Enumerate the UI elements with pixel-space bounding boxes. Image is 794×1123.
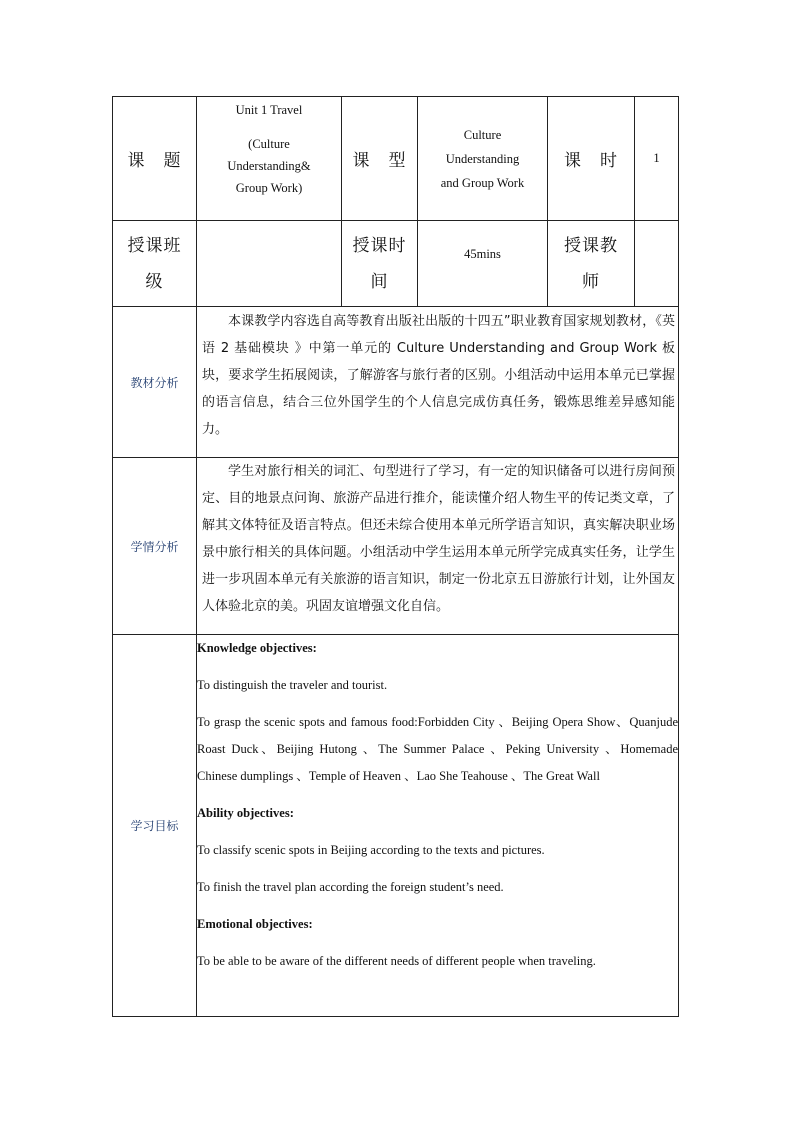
class-hours-label: 课 时: [548, 97, 635, 221]
emotional-item-1: To be able to be aware of the different needs of different people when traveling.: [197, 954, 596, 968]
unit-title: Unit 1 Travel: [235, 103, 303, 117]
knowledge-item-1: To distinguish the traveler and tourist.: [197, 678, 388, 692]
unit-subtitle-line-2: Understanding&: [227, 159, 311, 173]
teacher-label-line-2: 师: [582, 271, 600, 292]
emotional-heading: Emotional objectives:: [197, 917, 313, 931]
objectives-cell: [197, 635, 679, 1017]
lesson-plan-table: [112, 96, 679, 1017]
class-info-row: [113, 221, 679, 307]
course-type-cell: [418, 97, 548, 221]
teacher-label-line-1: 授课教: [564, 235, 618, 256]
time-label-line-2: 间: [370, 271, 389, 292]
learner-analysis-cell: [197, 458, 679, 635]
class-label-line-1: 授课班: [127, 235, 182, 256]
course-type-line-3: and Group Work: [440, 175, 525, 190]
teacher-label: [548, 221, 635, 307]
class-label: [113, 221, 197, 307]
knowledge-heading: Knowledge objectives:: [197, 641, 317, 655]
objectives-label: 学习目标: [113, 635, 197, 1017]
textbook-analysis-cell: [197, 307, 679, 458]
course-title-label: 课 题: [113, 97, 197, 221]
unit-subtitle-line-3: Group Work): [235, 181, 303, 195]
unit-subtitle-line-1: (Culture: [248, 137, 290, 151]
objectives-row: [113, 635, 679, 1017]
time-label: [342, 221, 418, 307]
learner-analysis-label: 学情分析: [113, 458, 197, 635]
time-label-line-1: 授课时: [352, 235, 407, 256]
ability-item-2: To finish the travel plan according the foreign student’s need.: [197, 880, 504, 894]
course-type-line-1: Culture: [463, 127, 502, 142]
course-type-label: 课 型: [342, 97, 418, 221]
class-label-line-2: 级: [145, 271, 164, 292]
textbook-analysis-row: [113, 307, 679, 458]
header-row: [113, 97, 679, 221]
time-value: 45mins: [418, 221, 548, 307]
ability-heading: Ability objectives:: [197, 806, 294, 820]
textbook-analysis-text: 本课教学内容选自高等教育出版社出版的十四五”职业教育国家规划教材，《英语 2 基础模块 》中第一单元的 Culture Understanding and Group Work 板块，要求学生拓展阅读，了解游客与旅行者的区别。小组活动中运用本单元已掌握的语言信息，结合三位外国学生的个人信息完成仿真任务，锻炼思维差异感知能力。: [202, 314, 675, 437]
learner-analysis-row: [113, 458, 679, 635]
class-hours-value: 1: [635, 97, 679, 221]
textbook-analysis-label: 教材分析: [113, 307, 197, 458]
class-value: [197, 221, 342, 307]
knowledge-item-2: To grasp the scenic spots and famous food:Forbidden City 、Beijing Opera Show、Quanjude Roast Duck、Beijing Hutong 、The Summer Palace 、Peking University 、Homemade Chinese dumplings 、Temple of Heaven 、Lao She Teahouse 、The Great Wall: [197, 715, 678, 783]
teacher-value: [635, 221, 679, 307]
learner-analysis-text: 学生对旅行相关的词汇、句型进行了学习，有一定的知识储备可以进行房间预定、目的地景点问询、旅游产品进行推介，能读懂介绍人物生平的传记类文章，了解其文体特征及语言特点。但还未综合使用本单元所学语言知识，真实解决职业场景中旅行相关的具体问题。小组活动中学生运用本单元所学完成真实任务，让学生进一步巩固本单元有关旅游的语言知识，制定一份北京五日游旅行计划，让外国友人体验北京的美。巩固友谊增强文化自信。: [202, 464, 675, 614]
ability-item-1: To classify scenic spots in Beijing according to the texts and pictures.: [197, 843, 545, 857]
course-type-line-2: Understanding: [445, 151, 520, 166]
unit-title-cell: [197, 97, 342, 221]
